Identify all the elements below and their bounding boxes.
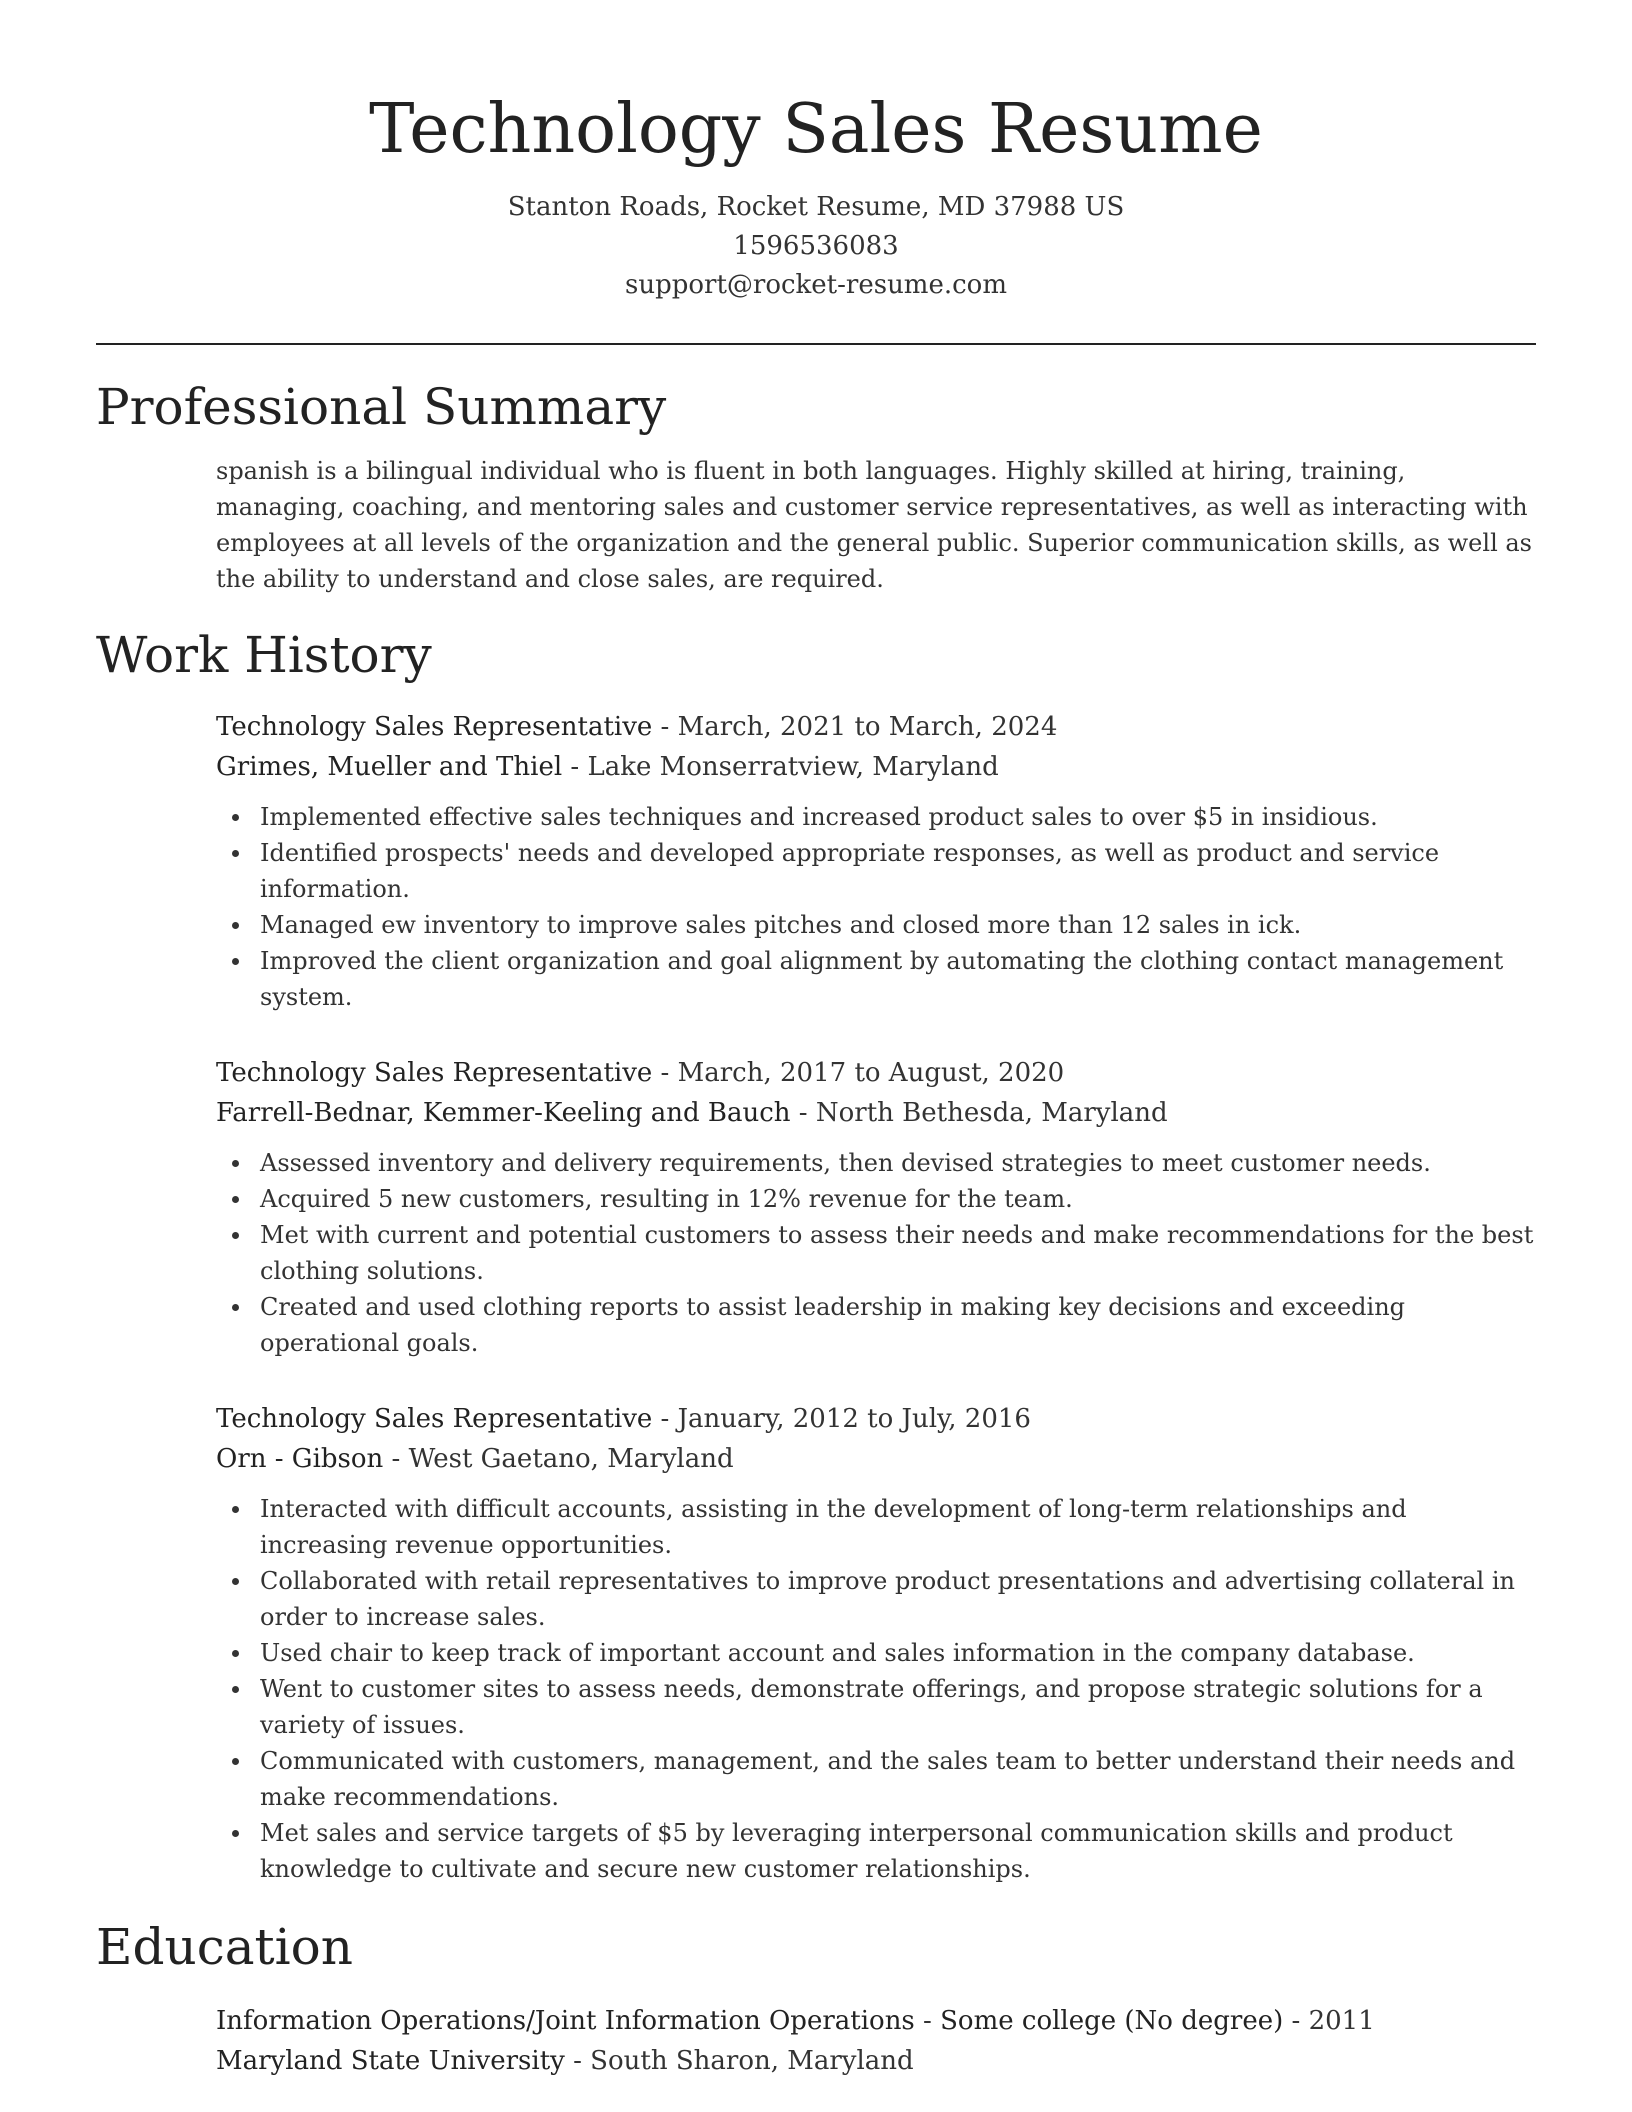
section-heading-work: Work History [96, 626, 432, 684]
job-dates: March, 2017 to August, 2020 [677, 1058, 1065, 1088]
section-heading-education: Education [96, 1918, 353, 1976]
job-bullets [216, 1491, 1536, 1887]
job-company-line [216, 1439, 1536, 1479]
separator: - [564, 2046, 591, 2076]
separator: - [790, 1098, 816, 1128]
header-divider [96, 343, 1536, 345]
education-degree: Some college (No degree) [940, 2006, 1284, 2036]
list-item: Created and used clothing reports to assist leadership in making key decisions and exceeding operational goals. [260, 1289, 1536, 1361]
job-location: West Gaetano, Maryland [408, 1444, 734, 1474]
job-title-line [216, 707, 1536, 747]
education-school-line [216, 2041, 1536, 2081]
list-item: Used chair to keep track of important account and sales information in the company database. [260, 1635, 1536, 1671]
separator: - [914, 2006, 941, 2036]
resume-header [96, 0, 1536, 305]
job-bullets [216, 799, 1536, 1015]
job-company: Farrell-Bednar, Kemmer-Keeling and Bauch [216, 1098, 791, 1128]
separator: - [562, 752, 588, 782]
list-item: Communicated with customers, management, and the sales team to better understand their needs and make recommendations. [260, 1743, 1536, 1815]
list-item: Collaborated with retail representatives to improve product presentations and advertising collateral in order to increase sales. [260, 1563, 1536, 1635]
summary-text: spanish is a bilingual individual who is fluent in both languages. Highly skilled at hiring, training, managing, coaching, and mentoring sales and customer service representatives, as well as interacting with employees at all levels of the organization and the general public. Superior communication skills, as well as the ability to understand and close sales, are required. [216, 457, 1532, 593]
job-bullets [216, 1145, 1536, 1361]
professional-summary-section [96, 375, 1536, 597]
work-history-section [96, 623, 1536, 1887]
list-item: Implemented effective sales techniques and increased product sales to over $5 in insidious. [260, 799, 1536, 835]
job-entry [216, 707, 1536, 1015]
job-title-line [216, 1399, 1536, 1439]
education-program: Information Operations/Joint Information Operations [216, 2006, 915, 2036]
contact-email: support@rocket-resume.com [624, 270, 1007, 300]
job-dates: January, 2012 to July, 2016 [677, 1404, 1031, 1434]
list-item: Improved the client organization and goal alignment by automating the clothing contact management system. [260, 943, 1536, 1015]
job-entry [216, 1399, 1536, 1887]
education-school: Maryland State University [216, 2046, 565, 2076]
education-program-line [216, 2001, 1536, 2041]
education-year: 2011 [1308, 2006, 1375, 2036]
job-company-line [216, 747, 1536, 787]
job-company: Grimes, Mueller and Thiel [216, 752, 563, 782]
job-entry [216, 1053, 1536, 1361]
separator: - [652, 1058, 678, 1088]
list-item: Managed ew inventory to improve sales pitches and closed more than 12 sales in ick. [260, 907, 1536, 943]
list-item: Identified prospects' needs and developed appropriate responses, as well as product and service information. [260, 835, 1536, 907]
job-dates: March, 2021 to March, 2024 [677, 712, 1058, 742]
contact-address: Stanton Roads, Rocket Resume, MD 37988 US [507, 192, 1125, 222]
list-item: Assessed inventory and delivery requirements, then devised strategies to meet customer needs. [260, 1145, 1536, 1181]
job-title: Technology Sales Representative [216, 712, 653, 742]
separator: - [383, 1444, 409, 1474]
job-location: North Bethesda, Maryland [815, 1098, 1168, 1128]
education-section [96, 1915, 1536, 2081]
education-location: South Sharon, Maryland [590, 2046, 914, 2076]
contact-phone: 1596536083 [733, 231, 899, 261]
separator: - [1283, 2006, 1309, 2036]
education-entry [96, 2001, 1536, 2081]
list-item: Acquired 5 new customers, resulting in 12% revenue for the team. [260, 1181, 1536, 1217]
list-item: Met sales and service targets of $5 by leveraging interpersonal communication skills and product knowledge to cultivate and secure new customer relationships. [260, 1815, 1536, 1887]
summary-body [96, 453, 1536, 597]
contact-info [96, 188, 1536, 305]
job-location: Lake Monserratview, Maryland [587, 752, 999, 782]
job-company: Orn - Gibson [216, 1444, 384, 1474]
list-item: Went to customer sites to assess needs, demonstrate offerings, and propose strategic solutions for a variety of issues. [260, 1671, 1536, 1743]
separator: - [652, 712, 678, 742]
work-history-list [96, 707, 1536, 1887]
job-company-line [216, 1093, 1536, 1133]
job-title-line [216, 1053, 1536, 1093]
separator: - [652, 1404, 678, 1434]
list-item: Met with current and potential customers to assess their needs and make recommendations for the best clothing solutions. [260, 1217, 1536, 1289]
resume-title: Technology Sales Resume [369, 90, 1263, 169]
list-item: Interacted with difficult accounts, assisting in the development of long-term relationships and increasing revenue opportunities. [260, 1491, 1536, 1563]
job-title: Technology Sales Representative [216, 1058, 653, 1088]
section-heading-summary: Professional Summary [96, 378, 667, 436]
job-title: Technology Sales Representative [216, 1404, 653, 1434]
